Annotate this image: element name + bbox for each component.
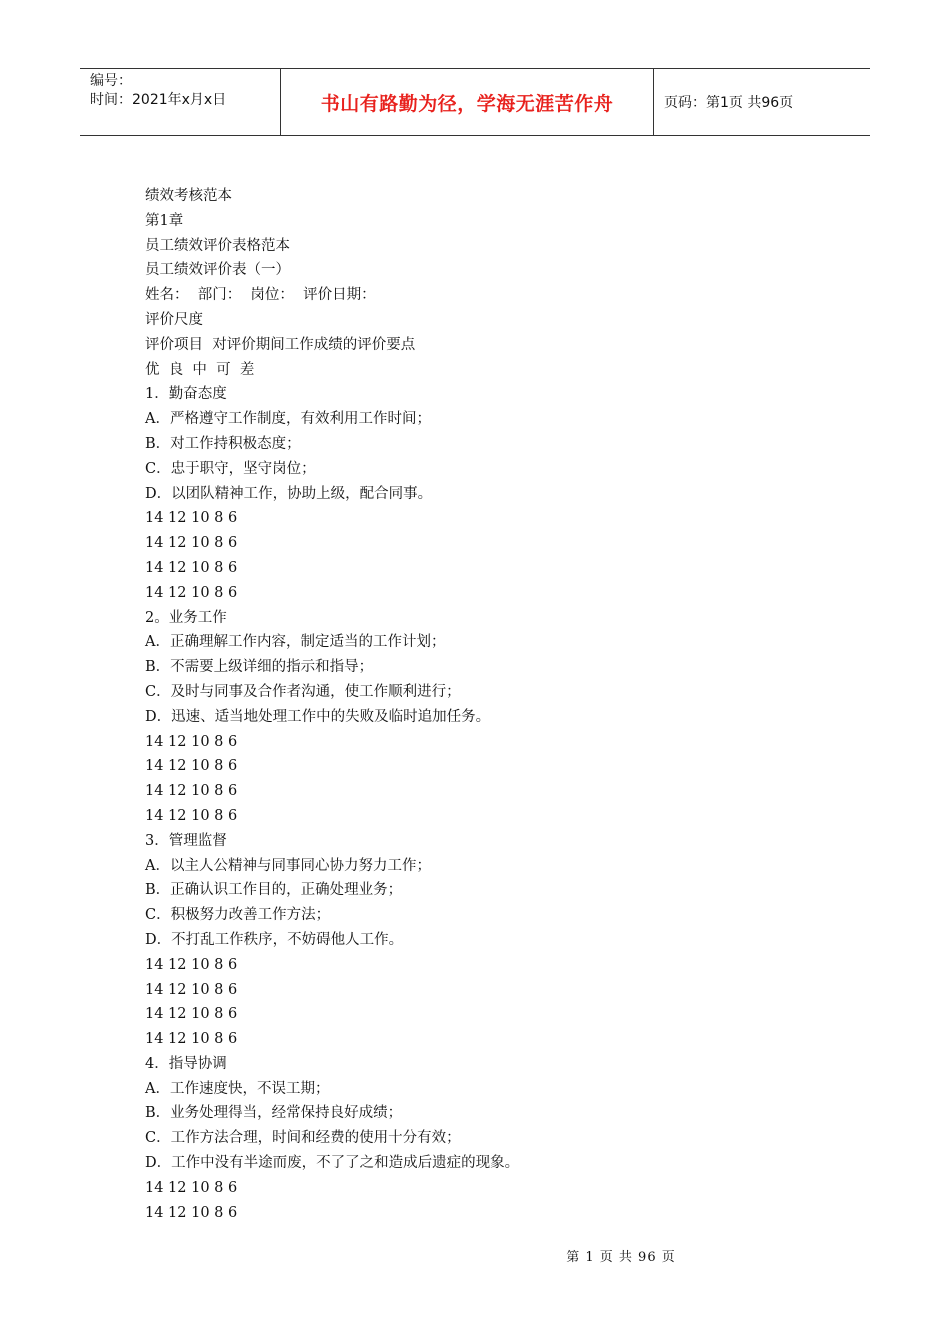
text-line: C．积极努力改善工作方法； <box>145 907 331 924</box>
text-line: B．正确认识工作目的，正确处理业务； <box>145 882 403 899</box>
text-line: D．不打乱工作秩序，不妨碍他人工作。 <box>145 931 404 948</box>
text-line: 员工绩效评价表格范本 <box>145 237 290 254</box>
text-line: B．不需要上级详细的指示和指导； <box>145 659 374 676</box>
document-body <box>145 184 845 1225</box>
text-line: 14 12 10 8 6 <box>145 535 238 552</box>
text-line: 14 12 10 8 6 <box>145 584 238 601</box>
text-line: 1．勤奋态度 <box>145 386 227 403</box>
text-line: 14 12 10 8 6 <box>145 1031 238 1048</box>
header-motto: 书山有路勤为径，学海无涯苦作舟 <box>281 69 654 135</box>
text-line: D．工作中没有半途而废，不了了之和造成后遗症的现象。 <box>145 1155 520 1172</box>
text-line: C．工作方法合理，时间和经费的使用十分有效； <box>145 1130 461 1147</box>
header-time-label: 时间：2021年x月x日 <box>90 92 227 108</box>
text-line: A．严格遵守工作制度，有效利用工作时间； <box>145 411 431 428</box>
text-line: C．及时与同事及合作者沟通，使工作顺利进行； <box>145 683 461 700</box>
text-line: 14 12 10 8 6 <box>145 1006 238 1023</box>
text-line: 14 12 10 8 6 <box>145 733 238 750</box>
page-footer <box>0 1246 950 1265</box>
text-line: B．业务处理得当，经常保持良好成绩； <box>145 1105 403 1122</box>
text-line: 第1章 <box>145 212 184 229</box>
text-line: 评价尺度 <box>145 311 203 328</box>
footer-page-number: 第 1 页 共 96 页 <box>566 1250 676 1265</box>
text-line: D．迅速、适当地处理工作中的失败及临时追加任务。 <box>145 708 491 725</box>
text-line: A．正确理解工作内容，制定适当的工作计划； <box>145 634 446 651</box>
text-line: 优 良 中 可 差 <box>145 361 255 378</box>
header-meta <box>80 69 281 135</box>
page-header <box>80 68 870 136</box>
text-line: C．忠于职守，坚守岗位； <box>145 460 316 477</box>
text-line: 4．指导协调 <box>145 1055 227 1072</box>
text-line: 14 12 10 8 6 <box>145 1179 238 1196</box>
text-line: 14 12 10 8 6 <box>145 758 238 775</box>
header-page-info: 页码：第1页 共96页 <box>664 95 794 111</box>
text-line: A．以主人公精神与同事同心协力努力工作； <box>145 857 431 874</box>
header-number-label: 编号： <box>90 73 132 89</box>
text-line: 14 12 10 8 6 <box>145 1204 238 1221</box>
text-line: 14 12 10 8 6 <box>145 783 238 800</box>
text-line: D．以团队精神工作，协助上级，配合同事。 <box>145 485 433 502</box>
text-line: 14 12 10 8 6 <box>145 807 238 824</box>
text-line: 14 12 10 8 6 <box>145 559 238 576</box>
text-line: 绩效考核范本 <box>145 188 232 204</box>
text-line: B．对工作持积极态度； <box>145 435 301 452</box>
text-line: 2。业务工作 <box>145 609 227 626</box>
text-line: 14 12 10 8 6 <box>145 956 238 973</box>
text-line: 3．管理监督 <box>145 832 227 849</box>
text-line: 姓名： 部门： 岗位： 评价日期： <box>145 287 376 304</box>
text-line: 14 12 10 8 6 <box>145 981 238 998</box>
text-line: 14 12 10 8 6 <box>145 510 238 527</box>
text-line: A．工作速度快，不误工期； <box>145 1080 330 1097</box>
text-line: 评价项目 对评价期间工作成绩的评价要点 <box>145 336 416 353</box>
text-line: 员工绩效评价表（一） <box>145 262 290 279</box>
